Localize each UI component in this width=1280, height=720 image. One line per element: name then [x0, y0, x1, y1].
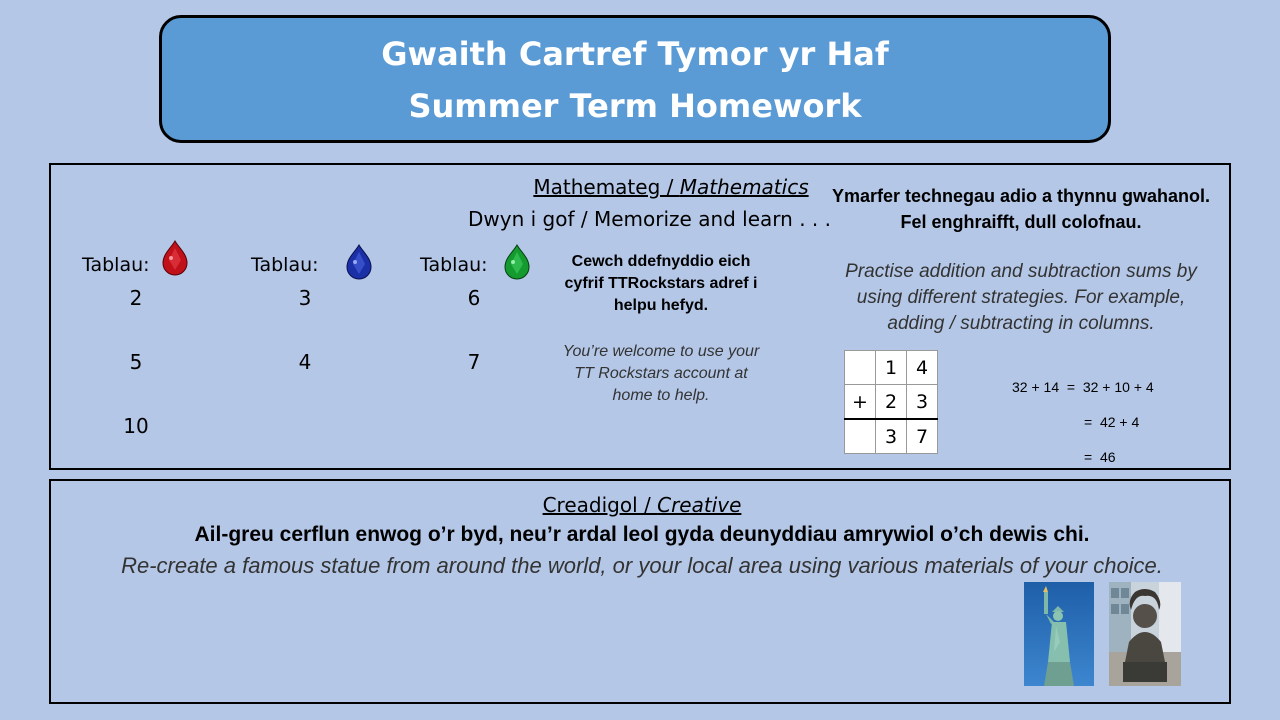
column-addition-example	[844, 350, 938, 454]
table-2-number-2: 4	[298, 350, 312, 374]
column-cell: 1	[876, 351, 907, 385]
title-banner	[159, 15, 1111, 143]
tablau-label-1: Tablau:	[82, 254, 150, 276]
title-english: Summer Term Homework	[408, 87, 862, 125]
column-cell: 2	[876, 385, 907, 419]
bust-statue-image	[1109, 582, 1181, 686]
equation-line-2: = 42 + 4	[1084, 414, 1140, 430]
memorize-text: Dwyn i gof / Memorize and learn . . .	[468, 207, 831, 231]
column-cell: +	[845, 385, 876, 419]
column-cell: 7	[907, 419, 938, 453]
table-1-number-2: 5	[129, 350, 143, 374]
table-3-number-2: 7	[467, 350, 481, 374]
maths-heading	[471, 175, 871, 199]
column-cell: 3	[876, 419, 907, 453]
column-cell	[845, 351, 876, 385]
creative-panel	[49, 479, 1231, 704]
table-1-number-3: 10	[123, 414, 149, 438]
column-row	[845, 351, 938, 385]
blue-gem-icon	[345, 244, 373, 280]
ttrockstars-welsh: Cewch ddefnyddio eich cyfrif TTRockstars adref i helpu hefyd.	[564, 253, 758, 314]
strategy-english: Practise addition and subtraction sums by using different strategies. For example, adding / subtracting in columns.	[845, 261, 1197, 334]
red-gem-icon	[161, 240, 189, 276]
column-row	[845, 385, 938, 419]
table-1-number-1: 2	[129, 286, 143, 310]
maths-heading-welsh: Mathemateg /	[533, 175, 680, 199]
tablau-label-2: Tablau:	[251, 254, 319, 276]
table-2-number-1: 3	[298, 286, 312, 310]
creative-task-welsh: Ail-greu cerflun enwog o’r byd, neu’r ardal leol gyda deunyddiau amrywiol o’ch dewis chi.	[194, 523, 1090, 546]
statue-of-liberty-image	[1024, 582, 1094, 686]
maths-heading-english: Mathematics	[679, 175, 809, 199]
green-gem-icon	[503, 244, 531, 280]
strategy-welsh: Ymarfer technegau adio a thynnu gwahanol. Fel enghraifft, dull colofnau.	[831, 186, 1211, 232]
creative-heading-welsh: Creadigol /	[542, 493, 658, 517]
creative-heading	[51, 493, 1233, 517]
equation-line-3: = 46	[1084, 449, 1116, 465]
title-welsh: Gwaith Cartref Tymor yr Haf	[381, 35, 889, 73]
maths-panel	[49, 163, 1231, 470]
column-row	[845, 419, 938, 453]
creative-heading-english: Creative	[657, 493, 742, 517]
equation-line-1: 32 + 14 = 32 + 10 + 4	[1012, 379, 1154, 395]
table-3-number-1: 6	[467, 286, 481, 310]
ttrockstars-english: You’re welcome to use your TT Rockstars account at home to help.	[562, 343, 760, 404]
column-cell: 3	[907, 385, 938, 419]
tablau-label-3: Tablau:	[420, 254, 488, 276]
column-cell: 4	[907, 351, 938, 385]
creative-task-english: Re-create a famous statue from around the world, or your local area using various materials of your choice.	[121, 553, 1163, 578]
column-cell	[845, 419, 876, 453]
